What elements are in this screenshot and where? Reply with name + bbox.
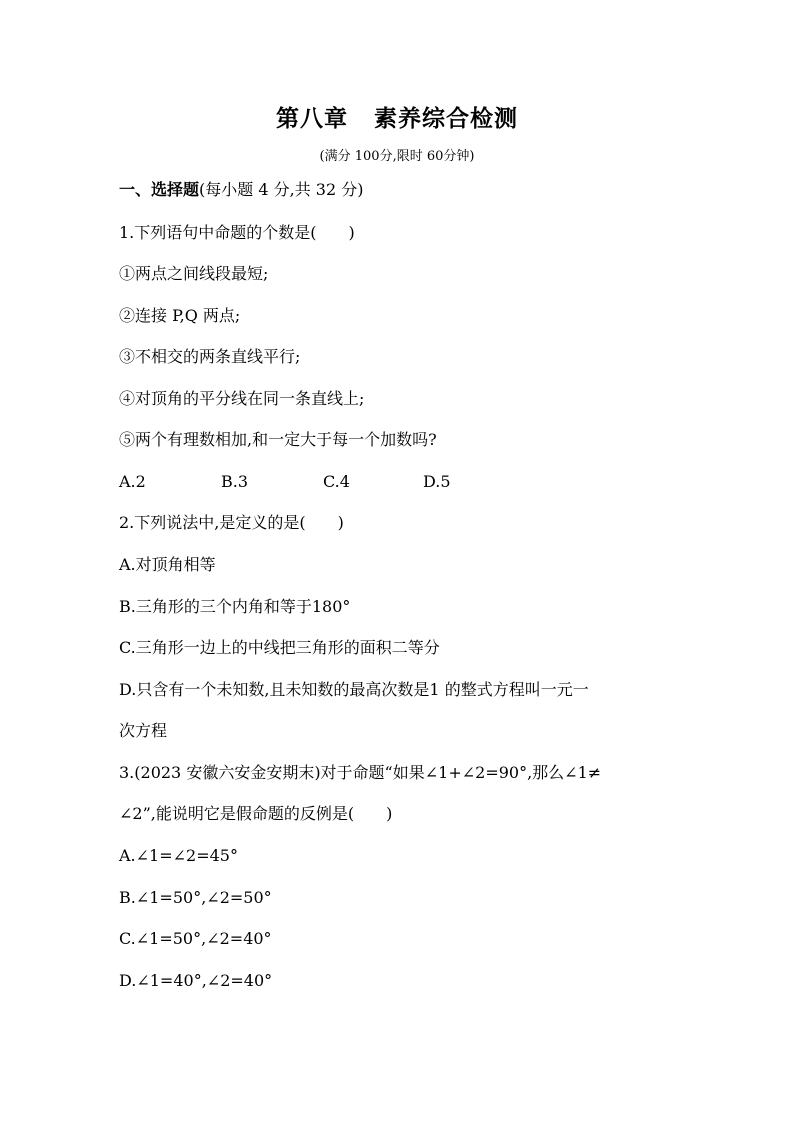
chapter-label: 第八章 [276,105,348,132]
page-title [0,100,794,133]
question-2-option-c: C.三角形一边上的中线把三角形的面积二等分 [119,638,440,657]
question-3-option-d: D.∠1=40°,∠2=40° [119,971,273,990]
question-1-option-a: A.2 [119,472,146,491]
question-2-option-a: A.对顶角相等 [119,555,216,574]
question-3-option-a: A.∠1=∠2=45° [119,846,238,865]
question-3-stem: 3.(2023 安徽六安金安期末)对于命题“如果∠1+∠2=90°,那么∠1≠ [119,763,602,782]
exam-subtitle: (满分 100分,限时 60分钟) [319,149,475,164]
question-1-item: ⑤两个有理数相加,和一定大于每一个加数吗? [119,430,437,449]
question-1-stem: 1.下列语句中命题的个数是( ) [119,223,355,242]
question-1-item: ②连接 P,Q 两点; [119,306,241,325]
question-2-option-b: B.三角形的三个内角和等于180° [119,597,351,616]
question-1-option-d: D.5 [423,472,451,491]
question-1-item: ①两点之间线段最短; [119,264,269,283]
question-1-option-c: C.4 [323,472,350,491]
title-text: 素养综合检测 [374,105,518,132]
section-note: (每小题 4 分,共 32 分) [199,180,364,199]
question-3-option-c: C.∠1=50°,∠2=40° [119,929,272,948]
question-3-option-b: B.∠1=50°,∠2=50° [119,888,272,907]
question-2-option-d-continued: 次方程 [119,721,168,740]
section-title: 一、选择题 [119,180,200,199]
question-2-option-d: D.只含有一个未知数,且未知数的最高次数是1 的整式方程叫一元一 [119,680,589,699]
question-1-option-b: B.3 [221,472,249,491]
question-1-item: ④对顶角的平分线在同一条直线上; [119,389,365,408]
question-2-stem: 2.下列说法中,是定义的是( ) [119,513,344,532]
question-1-item: ③不相交的两条直线平行; [119,347,301,366]
section-heading [119,180,363,200]
question-3-stem-continued: ∠2”,能说明它是假命题的反例是( ) [119,804,393,823]
